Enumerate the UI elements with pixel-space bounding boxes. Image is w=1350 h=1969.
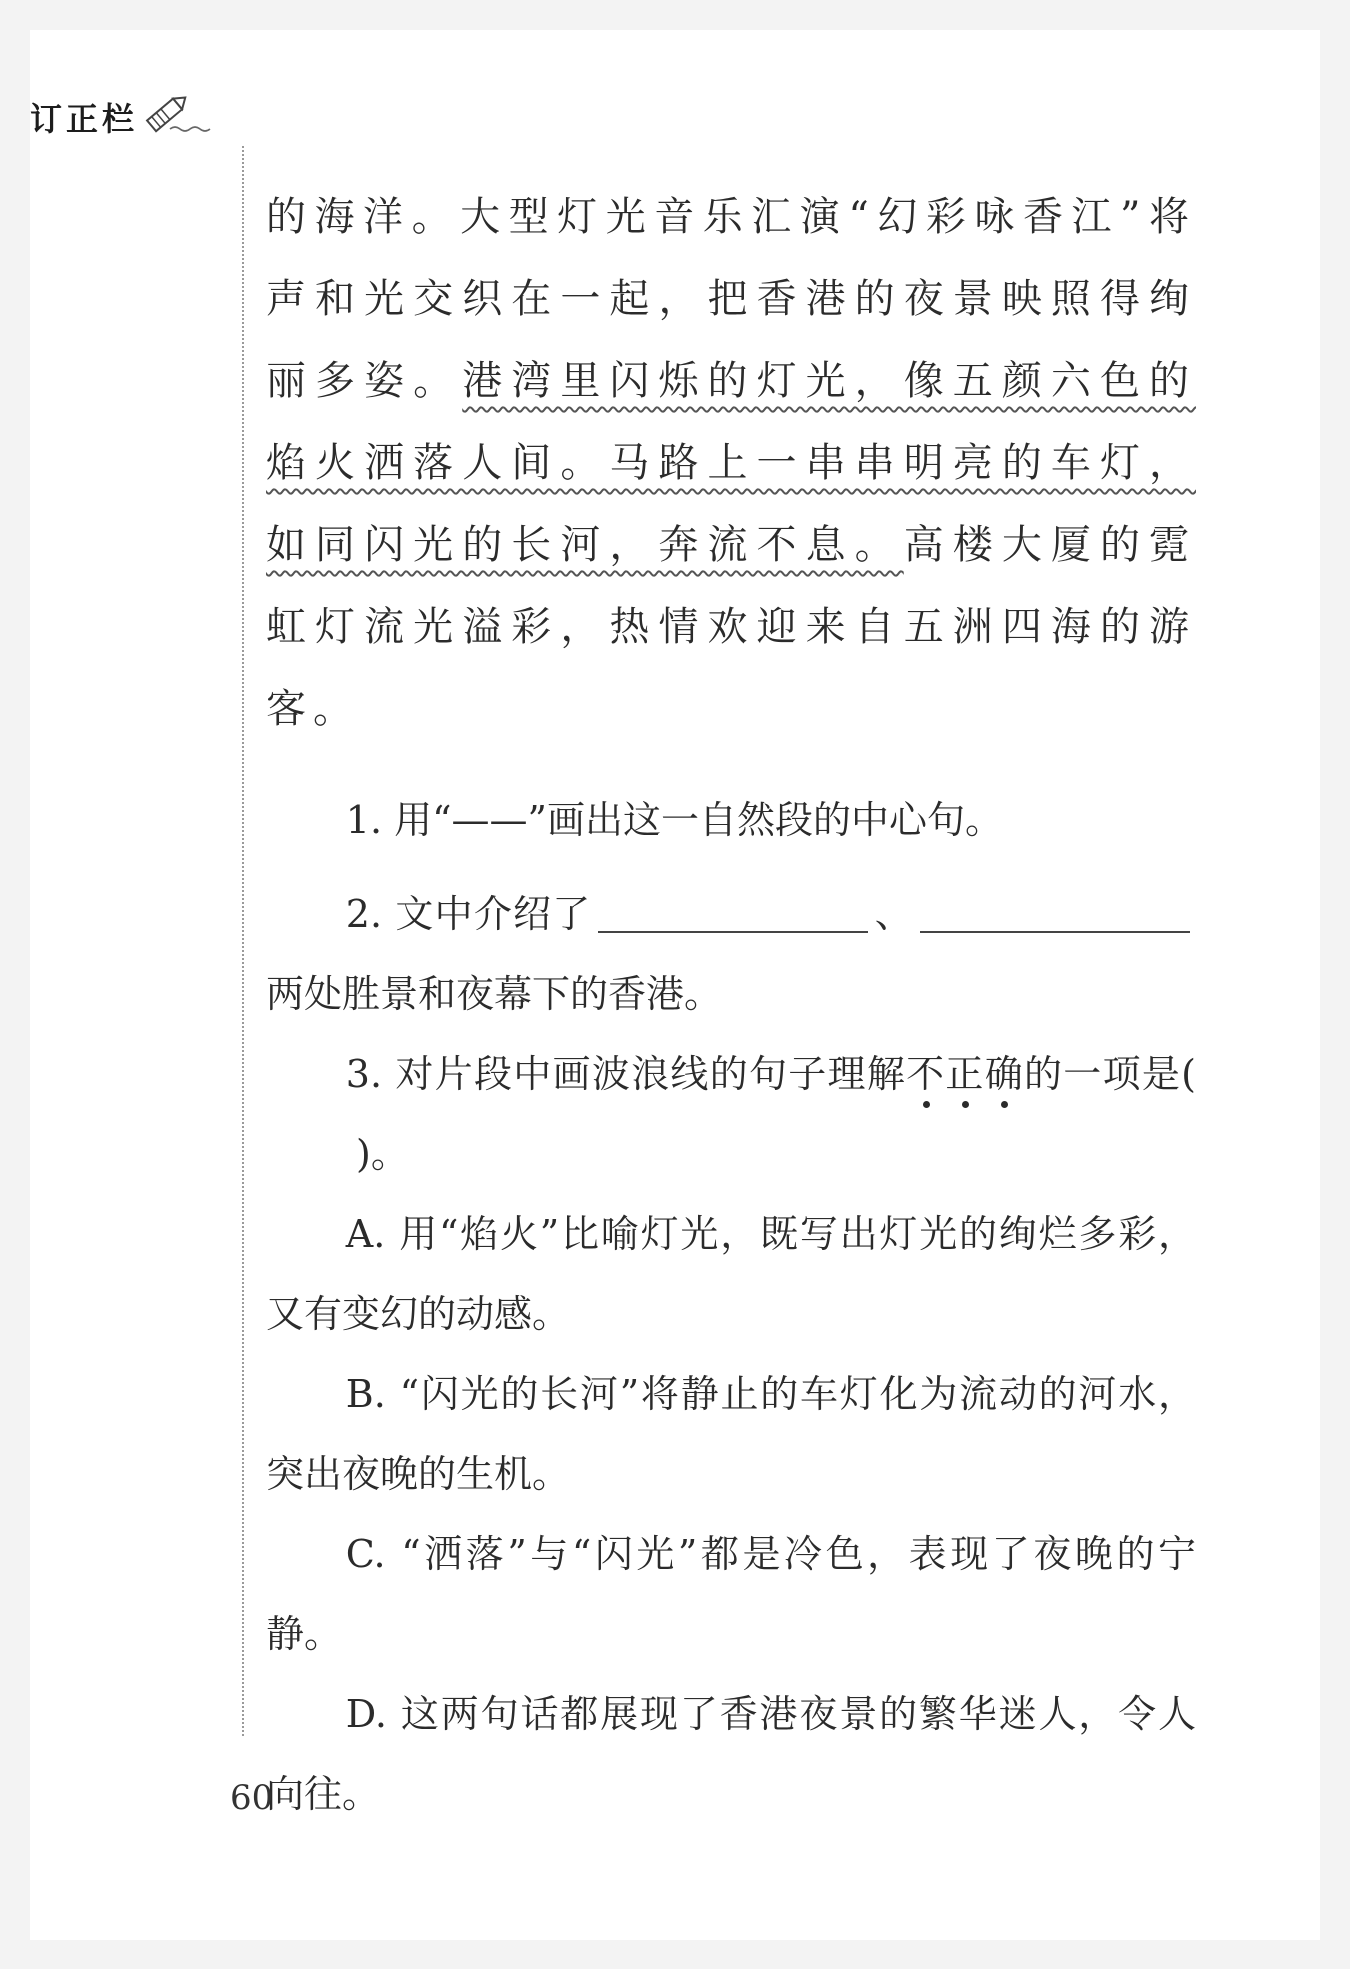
question-2-prefix: 2. 文中介绍了 [345,892,592,936]
wavy-underlined-sentences: 港湾里闪烁的灯光，像五颜六色的焰火洒落人间。马路上一串串明亮的车灯，如同闪光的长河，奔流不息。 [266,358,1197,568]
answer-blank-1[interactable] [598,891,868,933]
emphasis-dotted-char: 正 [945,1052,985,1096]
correction-column-header [30,92,214,142]
passage-text [266,176,1196,750]
option-c: C. “洒落”与“闪光”都是冷色，表现了夜晚的宁静。 [266,1532,1196,1656]
page-number: 60 [230,1778,274,1818]
option-d: D. 这两句话都展现了香港夜景的繁华迷人，令人向往。 [266,1692,1196,1816]
correction-column-title: 订正栏 [30,100,139,138]
exercise-content [266,176,1196,1834]
question-1: 1. 用“——”画出这一自然段的中心句。 [345,798,1003,842]
correction-margin-divider [242,146,244,1736]
passage-part-1: 的海洋。大型灯光音乐汇演“幻彩咏香江”将声和光交织在一起，把香港的夜景映照得绚丽多姿。 [266,194,1196,404]
question-3-prefix: 3. 对片段中画波浪线的句子理解 [345,1052,907,1096]
option-b: B. “闪光的长河”将静止的车灯化为流动的河水，突出夜晚的生机。 [266,1372,1196,1496]
option-a: A. 用“焰火”比喻灯光，既写出灯光的绚烂多彩，又有变幻的动感。 [266,1212,1196,1336]
question-3 [266,1034,1196,1194]
question-3-mid: 的一项是( [1024,1052,1196,1096]
passage-part-2: 高楼大厦的霓虹灯流光溢彩，热情欢迎来自五洲四海的游客。 [266,522,1197,732]
pencil-icon [140,95,214,139]
question-3-end: )。 [356,1132,409,1176]
question-2-separator: 、 [873,892,914,936]
emphasis-dotted-char: 确 [984,1052,1025,1096]
question-2-suffix: 两处胜景和夜幕下的香港。 [266,972,723,1016]
answer-blank-2[interactable] [920,891,1190,933]
emphasis-dotted-char: 不 [906,1052,946,1096]
question-2 [266,874,1196,1034]
